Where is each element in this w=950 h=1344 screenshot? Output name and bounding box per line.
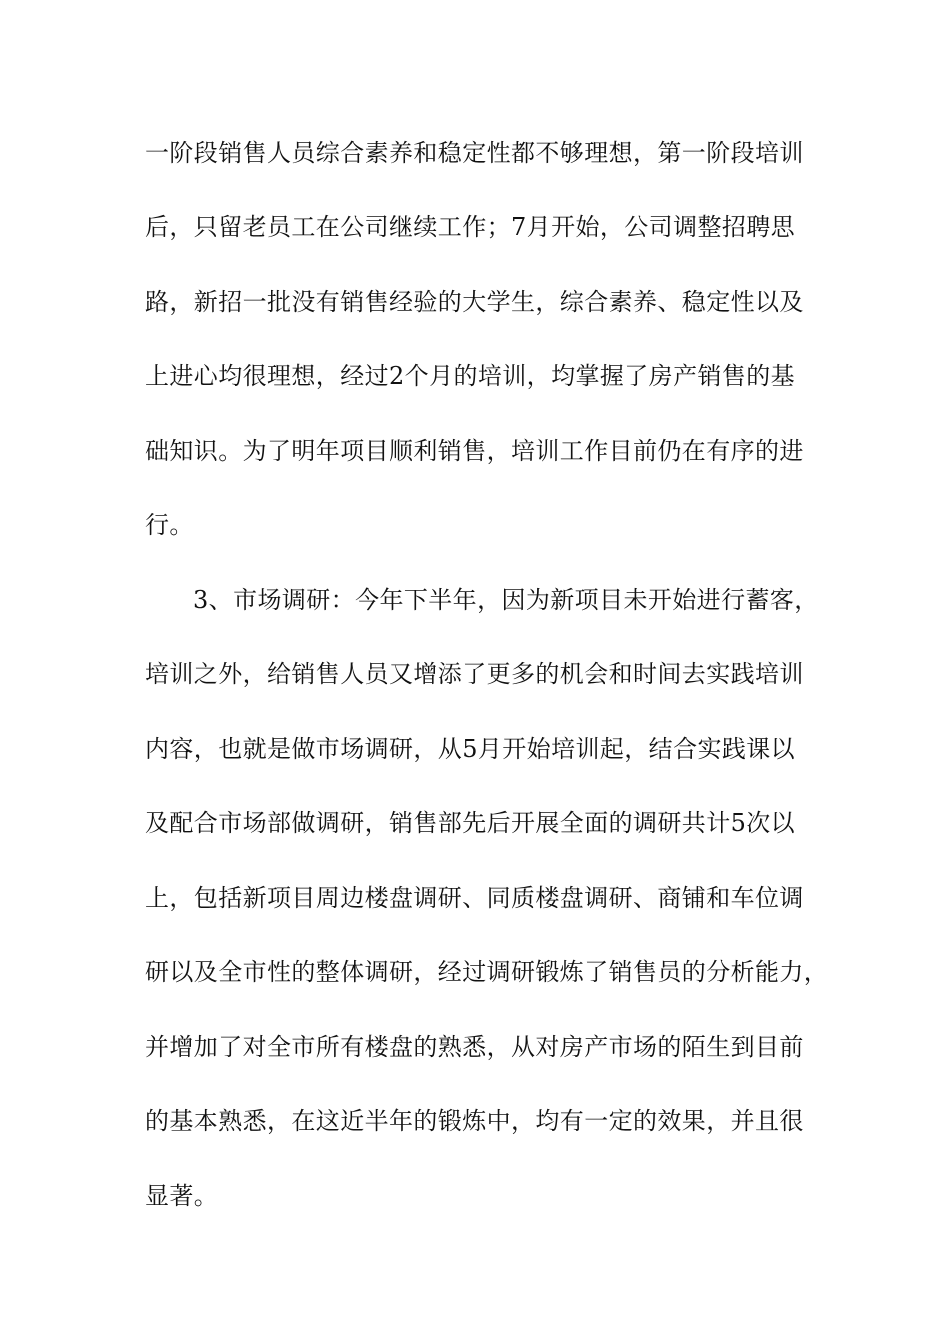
paragraph-line: 内容，也就是做市场调研，从5月开始培训起，结合实践课以 [145, 735, 796, 763]
paragraph-line: 后，只留老员工在公司继续工作；7月开始，公司调整招聘思 [145, 213, 796, 241]
paragraph-line: 行。 [145, 511, 194, 539]
paragraph-line: 一阶段销售人员综合素养和稳定性都不够理想，第一阶段培训 [145, 139, 804, 167]
paragraph-line: 础知识。为了明年项目顺利销售，培训工作目前仍在有序的进 [145, 437, 804, 465]
paragraph-line: 上，包括新项目周边楼盘调研、同质楼盘调研、商铺和车位调 [145, 884, 804, 912]
section-heading-line: 3、市场调研：今年下半年，因为新项目未开始进行蓄客， [193, 586, 819, 614]
paragraph-line: 研以及全市性的整体调研，经过调研锻炼了销售员的分析能力， [145, 958, 829, 986]
paragraph-line: 并增加了对全市所有楼盘的熟悉，从对房产市场的陌生到目前 [145, 1033, 804, 1061]
paragraph-line: 的基本熟悉，在这近半年的锻炼中，均有一定的效果，并且很 [145, 1107, 804, 1135]
paragraph-line: 上进心均很理想，经过2个月的培训，均掌握了房产销售的基 [145, 362, 796, 390]
paragraph-line: 培训之外，给销售人员又增添了更多的机会和时间去实践培训 [145, 660, 804, 688]
paragraph-line: 路，新招一批没有销售经验的大学生，综合素养、稳定性以及 [145, 288, 804, 316]
paragraph-line: 显著。 [145, 1182, 219, 1210]
paragraph-line: 及配合市场部做调研，销售部先后开展全面的调研共计5次以 [145, 809, 796, 837]
